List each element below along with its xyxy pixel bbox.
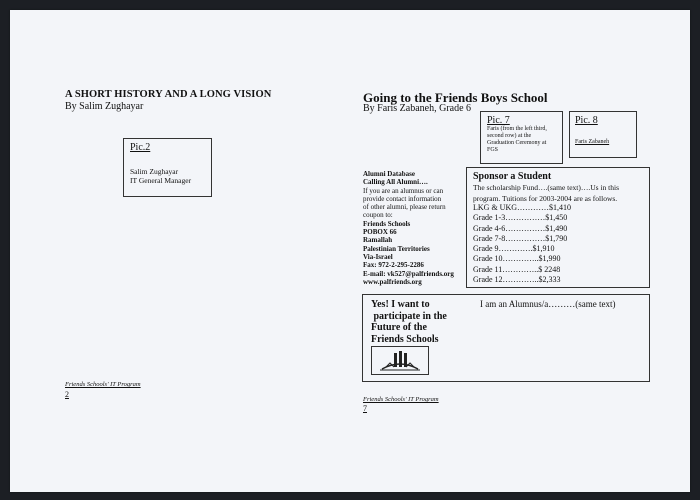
pic2-caption-line1: Salim Zughayar (130, 167, 179, 176)
sponsor-intro (473, 183, 619, 204)
tuition-dots: …………… (505, 213, 546, 223)
alumni-line: www.palfriends.org (363, 277, 422, 286)
tuition-dots: ………… (517, 203, 549, 212)
sponsor-heading: Sponsor a Student (473, 171, 552, 182)
sponsor-intro-line: The scholarship Fund….(same text)….Us in this (473, 183, 620, 192)
pic7-label: Pic. 7 (487, 115, 510, 126)
tuition-dots: …………… (505, 223, 546, 233)
tuition-row (473, 213, 571, 223)
tuition-row (473, 275, 571, 285)
participate-line: Future of the (371, 322, 427, 333)
tuition-dots: ………….. (502, 264, 539, 274)
alumni-line: Friends Schools (363, 219, 411, 228)
participate-line: participate in the (371, 310, 447, 322)
tuition-amount: $1,910 (532, 244, 555, 254)
alumni-line: E-mail: vk527@palfriends.org (363, 269, 454, 278)
pic8-placeholder (569, 111, 637, 158)
participate-box (362, 294, 650, 382)
participate-line: Yes! I want to (371, 299, 430, 310)
alumni-line: Fax: 972-2-295-2286 (363, 261, 424, 270)
tuition-amount: $2,333 (538, 275, 561, 285)
tuition-list (473, 203, 571, 285)
right-page-footer: Friends Schools' IT Program (363, 396, 439, 403)
alumni-line: POBOX 66 (363, 228, 397, 237)
right-page-byline: By Faris Zabaneh, Grade 6 (363, 103, 472, 114)
alumni-line: Via-Israel (363, 252, 393, 261)
tuition-dots: …………… (505, 233, 546, 243)
tuition-amount: $1,490 (545, 223, 568, 233)
alumni-line: Alumni Database (363, 170, 415, 178)
alumni-line: Calling All Alumni…. (363, 178, 428, 187)
sponsor-intro-line: program. Tuitions for 2003-2004 are as follows. (473, 193, 618, 203)
alumni-line: Palestinian Territories (363, 244, 430, 253)
alumni-line: of other alumni, please return (363, 203, 446, 212)
tuition-dots: …………. (498, 244, 533, 254)
tuition-amount: $ 2248 (538, 264, 561, 274)
left-page-title: A SHORT HISTORY AND A LONG VISION (65, 89, 272, 100)
alumni-line: Ramallah (363, 236, 393, 245)
tuition-grade: Grade 12 (473, 275, 503, 285)
tuition-grade: Grade 4-6 (473, 223, 506, 233)
tuition-row (473, 224, 571, 234)
pic2-caption-line2: IT General Manager (130, 176, 192, 185)
tuition-amount: $1,790 (545, 233, 568, 243)
friends-schools-logo-icon (371, 346, 429, 375)
tuition-grade: Grade 9 (473, 244, 499, 254)
participate-text (371, 299, 447, 345)
tuition-dots: ………….. (502, 254, 539, 264)
pic7-caption (487, 126, 547, 154)
pic2-label: Pic.2 (130, 142, 151, 153)
pic8-label: Pic. 8 (575, 115, 598, 126)
pic2-placeholder (123, 138, 212, 197)
tuition-row (473, 254, 571, 264)
alumni-line: If you are an alumnus or can (363, 186, 444, 195)
tuition-row (473, 203, 571, 213)
tuition-amount: $1,410 (549, 203, 571, 212)
pic7-caption-line: second row) at the (487, 133, 532, 139)
right-page-number: 7 (363, 404, 367, 413)
right-page-title: Going to the Friends Boys School (363, 90, 548, 105)
participate-line: Friends Schools (371, 333, 439, 345)
tuition-grade: LKG & UKG (473, 203, 517, 212)
tuition-grade: Grade 1-3 (473, 213, 506, 223)
tuition-row (473, 234, 571, 244)
tuition-amount: $1,450 (545, 213, 568, 223)
tuition-grade: Grade 11 (473, 264, 503, 274)
pic7-caption-line: Graduation Ceremony at (487, 140, 547, 146)
tuition-row (473, 265, 571, 275)
tuition-row (473, 244, 571, 254)
pic7-placeholder (480, 111, 563, 164)
sponsor-a-student-box (466, 167, 650, 288)
left-page-footer: Friends Schools' IT Program (65, 381, 141, 388)
alumni-line: coupon to: (363, 211, 393, 220)
pic8-caption: Faris Zabaneh (575, 139, 610, 145)
tuition-amount: $1,990 (538, 254, 561, 264)
alumnus-text: I am an Alumnus/a………(same text) (480, 299, 616, 309)
left-page-byline: By Salim Zughayar (65, 101, 144, 112)
alumni-line: provide contact information (363, 194, 442, 203)
pic7-caption-line: Faris (from the left third, (487, 126, 547, 132)
alumni-database-block (363, 170, 454, 286)
document-sheet (10, 10, 690, 492)
tuition-grade: Grade 10 (473, 254, 503, 264)
tuition-dots: ………….. (502, 275, 539, 285)
left-page-number: 2 (65, 390, 69, 399)
tuition-grade: Grade 7-8 (473, 233, 506, 243)
pic7-caption-line: FGS (487, 147, 499, 153)
